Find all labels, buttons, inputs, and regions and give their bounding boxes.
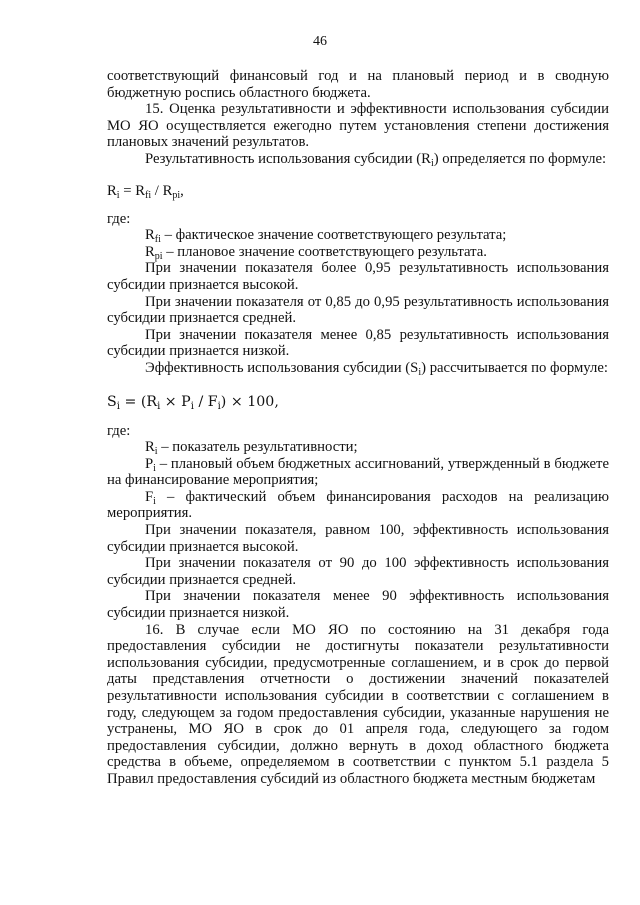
definition-text: – показатель результативности; (157, 439, 358, 456)
definition-text: – плановый объем бюджетных ассигнований, утвержденный в бюджете на финансирование мероприятия; (107, 455, 609, 489)
operator: = (119, 182, 136, 199)
definition-text: – плановое значение соответствующего результата. (162, 243, 487, 260)
page-number: 46 (313, 34, 327, 49)
definition-rfi (107, 227, 609, 244)
where-label: где: (107, 210, 131, 227)
paragraph-high-efficiency: При значении показателя, равном 100, эффективность использования субсидии признается высокой. (107, 522, 609, 555)
paragraph-low-efficiency: При значении показателя менее 90 эффективность использования субсидии признается низкой. (107, 588, 609, 622)
symbol: R (135, 182, 146, 199)
symbol: R (145, 439, 155, 456)
punctuation: , (180, 182, 184, 199)
symbol: R (107, 182, 117, 199)
paragraph-section-15: 15. Оценка результативности и эффективности использования субсидии МО ЯО осуществляется ежегодно путем установления степени достижения плановых значений результатов. (107, 101, 609, 151)
text: Эффективность использования субсидии (S (145, 359, 419, 376)
symbol: P (145, 455, 154, 472)
formula-part: = (R (119, 393, 158, 410)
formula-result (107, 182, 609, 200)
subscript: i (190, 400, 194, 412)
subscript: i (116, 189, 120, 201)
formula-part: / F (193, 393, 218, 410)
definition-fi (107, 489, 609, 522)
subscript: i (154, 446, 158, 458)
subscript: fi (154, 234, 161, 246)
subscript: pi (154, 250, 163, 262)
paragraph-low-result: При значении показателя менее 0,85 результативность использования субсидии признается низкой. (107, 326, 609, 360)
document-body (107, 68, 609, 788)
subscript: i (217, 400, 221, 412)
definition-text: – фактический объем финансирования расходов на реализацию мероприятия. (107, 488, 609, 522)
paragraph-section-16: 16. В случае если МО ЯО по состоянию на 31 декабря года предоставления субсидии не достигнуты показатели результативности использования субсидии, предусмотренные соглашением, и в срок до первой даты представления отчетности о достижении значений показателей результативности использования субсидии в соответствии с соглашением в году, следующем за годом предоставления субсидии, указанные нарушения не устранены, МО ЯО в срок до 01 апреля года, следующего за годом предоставления субсидии, должно вернуть в доход областного бюджета средства в объеме, определяемом в соответствии с пунктом 5.1 раздела 5 Правил предоставления субсидий из областного бюджета местным бюджетам (107, 621, 609, 787)
formula-part: × P (160, 393, 191, 410)
where-label: где: (107, 422, 131, 439)
text: ) определяется по формуле: (433, 150, 607, 167)
operator: / (151, 182, 163, 199)
text: Результативность использования субсидии (R (145, 150, 431, 167)
symbol: R (162, 182, 173, 199)
paragraph-result-formula-intro (107, 151, 609, 168)
paragraph-efficiency-formula-intro (107, 360, 609, 377)
subscript: i (430, 157, 434, 169)
paragraph-medium-efficiency: При значении показателя от 90 до 100 эффективность использования субсидии признается средней. (107, 555, 609, 588)
subscript: i (116, 400, 120, 412)
formula-efficiency (107, 393, 609, 411)
subscript: i (153, 495, 156, 507)
text: ) рассчитывается по формуле: (421, 359, 608, 376)
subscript: i (153, 462, 156, 474)
symbol: R (145, 243, 155, 260)
paragraph-continuation: соответствующий финансовый год и на плановый период и в сводную бюджетную роспись областного бюджета. (107, 68, 609, 101)
symbol: S (107, 393, 117, 410)
subscript: fi (145, 189, 152, 201)
formula-part: ) × 100, (220, 393, 279, 410)
symbol: R (145, 227, 155, 244)
paragraph-medium-result: При значении показателя от 0,85 до 0,95 результативность использования субсидии признается средней. (107, 293, 609, 327)
definition-pi (107, 456, 609, 489)
subscript: pi (172, 189, 181, 201)
subscript: i (157, 400, 161, 412)
paragraph-high-result: При значении показателя более 0,95 результативность использования субсидии признается высокой. (107, 260, 609, 293)
symbol: F (145, 488, 154, 505)
subscript: i (418, 366, 422, 378)
definition-ri (107, 439, 609, 456)
definition-text: – фактическое значение соответствующего результата; (160, 227, 507, 244)
definition-rpi (107, 244, 609, 261)
